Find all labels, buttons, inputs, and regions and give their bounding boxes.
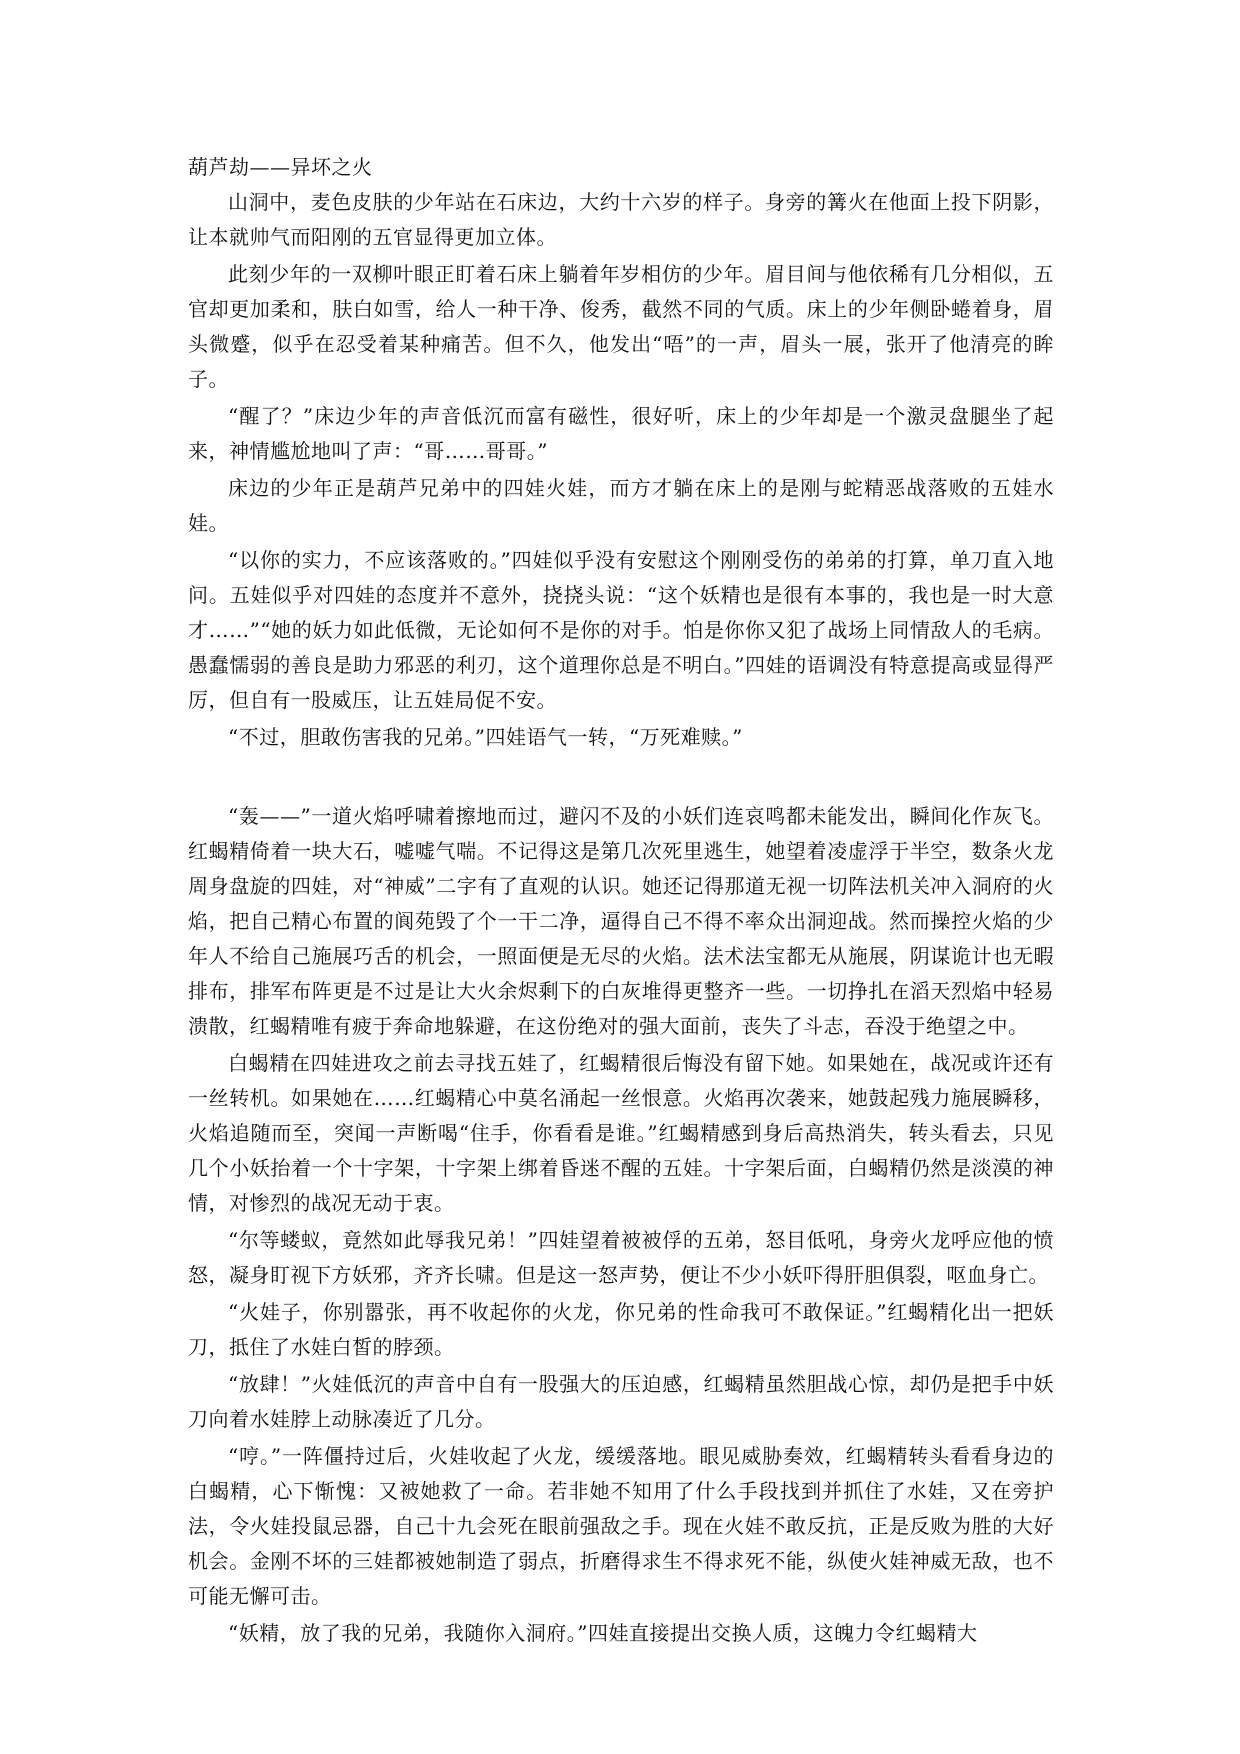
document-page [188,150,1054,1653]
paragraph: “尔等蝼蚁，竟然如此辱我兄弟！”四娃望着被被俘的五弟，怒目低吼，身旁火龙呼应他的愤怒，凝身盯视下方妖邪，齐齐长啸。但是这一怒声势，便让不少小妖吓得肝胆俱裂，呕血身亡。 [188,1228,1054,1287]
paragraph: “妖精，放了我的兄弟，我随你入洞府。”四娃直接提出交换人质，这魄力令红蝎精大 [228,1621,978,1645]
section-one [188,185,1054,755]
section-two [188,799,1054,1651]
paragraph: “不过，胆敢伤害我的兄弟。”四娃语气一转，“万死难赎。” [228,725,743,749]
paragraph: 此刻少年的一双柳叶眼正盯着石床上躺着年岁相仿的少年。眉目间与他依稀有几分相似，五官却更加柔和，肤白如雪，给人一种干净、俊秀，截然不同的气质。床上的少年侧卧蜷着身，眉头微蹙，似乎在忍受着某种痛苦。但不久，他发出“唔”的一声，眉头一展，张开了他清亮的眸子。 [188,262,1054,391]
paragraph: “哼。”一阵僵持过后，火娃收起了火龙，缓缓落地。眼见威胁奏效，红蝎精转头看看身边的白蝎精，心下惭愧：又被她救了一命。若非她不知用了什么手段找到并抓住了水娃，又在旁护法，令火娃投鼠忌器，自己十九会死在眼前强敌之手。现在火娃不敢反抗，正是反败为胜的大好机会。金刚不坏的三娃都被她制造了弱点，折磨得求生不得求死不能，纵使火娃神威无敌，也不可能无懈可击。 [188,1444,1054,1608]
paragraph: “醒了？”床边少年的声音低沉而富有磁性，很好听，床上的少年却是一个激灵盘腿坐了起来，神情尴尬地叫了声：“哥……哥哥。” [188,404,1054,463]
paragraph: “火娃子，你别嚣张，再不收起你的火龙，你兄弟的性命我可不敢保证。”红蝎精化出一把妖刀，抵住了水娃白皙的脖颈。 [188,1300,1054,1359]
paragraph: 白蝎精在四娃进攻之前去寻找五娃了，红蝎精很后悔没有留下她。如果她在，战况或许还有一丝转机。如果她在……红蝎精心中莫名涌起一丝恨意。火焰再次袭来，她鼓起残力施展瞬移，火焰追随而至，突闻一声断喝“住手，你看看是谁。”红蝎精感到身后高热消失，转头看去，只见几个小妖抬着一个十字架，十字架上绑着昏迷不醒的五娃。十字架后面，白蝎精仍然是淡漠的神情，对惨烈的战况无动于衷。 [188,1051,1054,1215]
section-divider [188,757,1054,799]
paragraph: “轰——”一道火焰呼啸着擦地而过，避闪不及的小妖们连哀鸣都未能发出，瞬间化作灰飞。红蝎精倚着一块大石，嘘嘘气喘。不记得这是第几次死里逃生，她望着凌虚浮于半空，数条火龙周身盘旋的四娃，对“神威”二字有了直观的认识。她还记得那道无视一切阵法机关冲入洞府的火焰，把自己精心布置的阆苑毁了个一干二净，逼得自己不得不率众出洞迎战。然而操控火焰的少年人不给自己施展巧舌的机会，一照面便是无尽的火焰。法术法宝都无从施展，阴谋诡计也无暇排布，排军布阵更是不过是让大火余烬剩下的白灰堆得更整齐一些。一切挣扎在滔天烈焰中轻易溃散，红蝎精唯有疲于奔命地躲避，在这份绝对的强大面前，丧失了斗志，吞没于绝望之中。 [188,804,1054,1038]
paragraph: “放肆！”火娃低沉的声音中自有一股强大的压迫感，红蝎精虽然胆战心惊，却仍是把手中妖刀向着水娃脖上动脉凑近了几分。 [188,1372,1054,1431]
paragraph: 山洞中，麦色皮肤的少年站在石床边，大约十六岁的样子。身旁的篝火在他面上投下阴影，让本就帅气而阳刚的五官显得更加立体。 [188,190,1054,249]
document-title: 葫芦劫——异坏之火 [188,155,373,179]
paragraph: 床边的少年正是葫芦兄弟中的四娃火娃，而方才躺在床上的是刚与蛇精恶战落败的五娃水娃。 [188,476,1054,535]
paragraph: “以你的实力，不应该落败的。”四娃似乎没有安慰这个刚刚受伤的弟弟的打算，单刀直入地问。五娃似乎对四娃的态度并不意外，挠挠头说：“这个妖精也是很有本事的，我也是一时大意才……”“她的妖力如此低微，无论如何不是你的对手。怕是你你又犯了战场上同情敌人的毛病。愚蠢懦弱的善良是助力邪恶的利刃，这个道理你总是不明白。”四娃的语调没有特意提高或显得严厉，但自有一股威压，让五娃局促不安。 [188,548,1054,712]
